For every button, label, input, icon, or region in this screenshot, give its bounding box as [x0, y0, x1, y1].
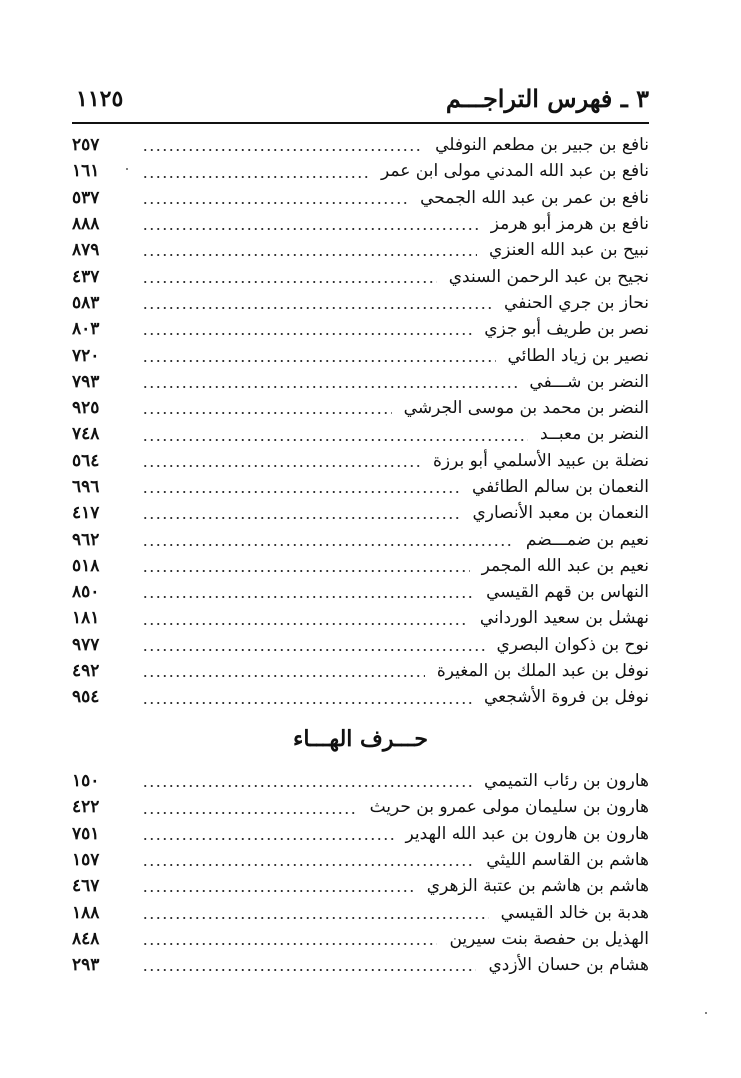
index-entry	[72, 952, 649, 978]
print-speck	[705, 1012, 707, 1014]
index-entry	[72, 342, 649, 368]
entry-name: نصير بن زياد الطائي	[507, 345, 649, 366]
leader-dots	[142, 379, 517, 389]
entry-page: ٢٩٣	[72, 955, 100, 976]
leader-dots	[142, 962, 476, 972]
entry-page: ٩٥٤	[72, 687, 100, 708]
index-entry	[72, 821, 649, 847]
leader-dots	[142, 300, 492, 310]
index-entry	[72, 211, 649, 237]
page-number: ١١٢٥	[76, 86, 124, 112]
leader-dots	[142, 537, 514, 547]
entry-page: ٧٤٨	[72, 424, 100, 445]
running-title: ٣ ـ فهرس التراجـــم	[445, 84, 649, 113]
entry-name: نافع بن عبد الله المدني مولى ابن عمر	[381, 161, 649, 182]
entry-page: ٨٥٠	[72, 582, 100, 603]
leader-dots	[142, 405, 392, 415]
index-entry	[72, 658, 649, 684]
leader-dots	[142, 274, 437, 284]
entry-page: ١٨١	[72, 608, 100, 629]
leader-dots	[142, 778, 472, 788]
leader-dots	[142, 642, 485, 652]
entry-name: هارون بن رئاب التميمي	[483, 771, 649, 792]
index-entry	[72, 553, 649, 579]
index-entry	[72, 899, 649, 925]
index-entry	[72, 684, 649, 710]
entry-page: ٨٨٨	[72, 214, 100, 235]
entry-name: هارون بن سليمان مولى عمرو بن حريث	[369, 797, 649, 818]
entry-page: ٤٢٢	[72, 797, 100, 818]
entry-page: ٥٦٤	[72, 450, 100, 471]
index-entry	[72, 926, 649, 952]
index-entry	[72, 847, 649, 873]
leader-dots	[142, 616, 468, 626]
entry-page: ٤٣٧	[72, 266, 100, 287]
entry-name: هاشم بن هاشم بن عتبة الزهري	[426, 876, 649, 897]
index-entry	[72, 316, 649, 342]
entry-page: ٥٨٣	[72, 292, 100, 313]
index-entry	[72, 474, 649, 500]
leader-dots	[142, 195, 408, 205]
entry-page: ١٦١	[72, 161, 100, 182]
entry-name: النضر بن محمد بن موسى الجرشي	[403, 398, 649, 419]
section-heading-ha: حـــرف الهـــاء	[293, 726, 428, 752]
entry-name: نافع بن جبير بن مطعم النوفلي	[435, 135, 649, 156]
entry-page: ٩٧٧	[72, 634, 100, 655]
index-list-ha	[72, 768, 649, 978]
entry-name: النعمان بن سالم الطائفي	[471, 477, 649, 497]
leader-dots	[142, 910, 489, 920]
index-entry	[72, 768, 649, 794]
entry-name: نصر بن طريف أبو جزي	[484, 319, 649, 340]
leader-dots	[142, 668, 425, 678]
entry-page: ١٥٧	[72, 850, 100, 871]
leader-dots	[142, 936, 437, 946]
entry-page: ٨٧٩	[72, 240, 100, 261]
entry-name: نوفل بن عبد الملك بن المغيرة	[436, 661, 649, 682]
entry-name: النضر بن معبــد	[540, 424, 649, 445]
entry-page: ٤٦٧	[72, 876, 100, 897]
entry-name: نحاز بن جري الحنفي	[504, 292, 649, 313]
leader-dots	[142, 484, 460, 494]
entry-name: نجيح بن عبد الرحمن السندي	[448, 266, 649, 287]
leader-dots	[142, 695, 472, 705]
index-entry	[72, 794, 649, 820]
entry-name: النعمان بن معبد الأنصاري	[472, 503, 649, 524]
index-entry	[72, 290, 649, 316]
entry-page: ٨٠٣	[72, 319, 100, 340]
entry-page: ٨٤٨	[72, 928, 100, 949]
entry-page: ٥٣٧	[72, 187, 100, 208]
index-entry	[72, 605, 649, 631]
index-entry	[72, 632, 649, 658]
entry-page: ٩٢٥	[72, 398, 100, 419]
print-speck	[126, 168, 128, 170]
index-entry	[72, 448, 649, 474]
index-entry	[72, 873, 649, 899]
entry-name: نافع بن عمر بن عبد الله الجمحي	[420, 187, 649, 208]
entry-page: ٧٢٠	[72, 345, 100, 366]
entry-page: ٤١٧	[72, 503, 100, 524]
leader-dots	[142, 857, 474, 867]
entry-page: ٩٦٢	[72, 529, 100, 550]
index-entry	[72, 237, 649, 263]
leader-dots	[142, 458, 421, 468]
entry-name: نهشل بن سعيد الورداني	[479, 608, 649, 629]
leader-dots	[142, 247, 477, 257]
leader-dots	[142, 510, 460, 520]
entry-name: النهاس بن قهم القيسي	[486, 582, 649, 603]
leader-dots	[142, 221, 479, 231]
index-entry	[72, 185, 649, 211]
leader-dots	[142, 169, 369, 179]
leader-dots	[142, 589, 474, 599]
index-entry	[72, 526, 649, 552]
entry-name: نوفل بن فروة الأشجعي	[483, 687, 649, 708]
entry-name: نعيم بن عبد الله المجمر	[481, 555, 649, 576]
leader-dots	[142, 883, 415, 893]
index-entry	[72, 263, 649, 289]
entry-name: نوح بن ذكوان البصري	[496, 634, 649, 655]
page-header	[72, 82, 649, 124]
entry-page: ٥١٨	[72, 555, 100, 576]
entry-page: ٤٩٢	[72, 661, 100, 682]
entry-page: ٧٥١	[72, 823, 100, 844]
index-entry	[72, 579, 649, 605]
entry-name: هدبة بن خالد القيسي	[500, 902, 649, 923]
leader-dots	[142, 326, 472, 336]
entry-page: ٢٥٧	[72, 135, 100, 156]
entry-page: ٦٩٦	[72, 477, 100, 497]
index-entry	[72, 500, 649, 526]
entry-name: هشام بن حسان الأزدي	[488, 955, 649, 976]
leader-dots	[142, 142, 423, 152]
entry-page: ٧٩٣	[72, 371, 100, 392]
leader-dots	[142, 563, 470, 573]
entry-name: نضلة بن عبيد الأسلمي أبو برزة	[433, 450, 649, 471]
index-entry	[72, 421, 649, 447]
entry-page: ١٥٠	[72, 771, 100, 792]
entry-name: هاشم بن القاسم الليثي	[486, 850, 649, 871]
leader-dots	[142, 353, 496, 363]
entry-name: هارون بن هارون بن عبد الله الهدير	[405, 823, 649, 844]
index-entry	[72, 395, 649, 421]
leader-dots	[142, 805, 358, 815]
index-entry	[72, 369, 649, 395]
leader-dots	[142, 831, 394, 841]
entry-page: ١٨٨	[72, 902, 100, 923]
entry-name: النضر بن شـــفي	[529, 371, 649, 392]
entry-name: نبيح بن عبد الله العنزي	[488, 240, 649, 261]
entry-name: نعيم بن ضمـــضم	[525, 529, 649, 550]
leader-dots	[142, 432, 528, 442]
entry-name: نافع بن هرمز أبو هرمز	[490, 214, 649, 235]
index-entry	[72, 132, 649, 158]
index-entry	[72, 158, 649, 184]
entry-name: الهذيل بن حفصة بنت سيرين	[449, 928, 649, 949]
index-list-nun	[72, 132, 649, 711]
